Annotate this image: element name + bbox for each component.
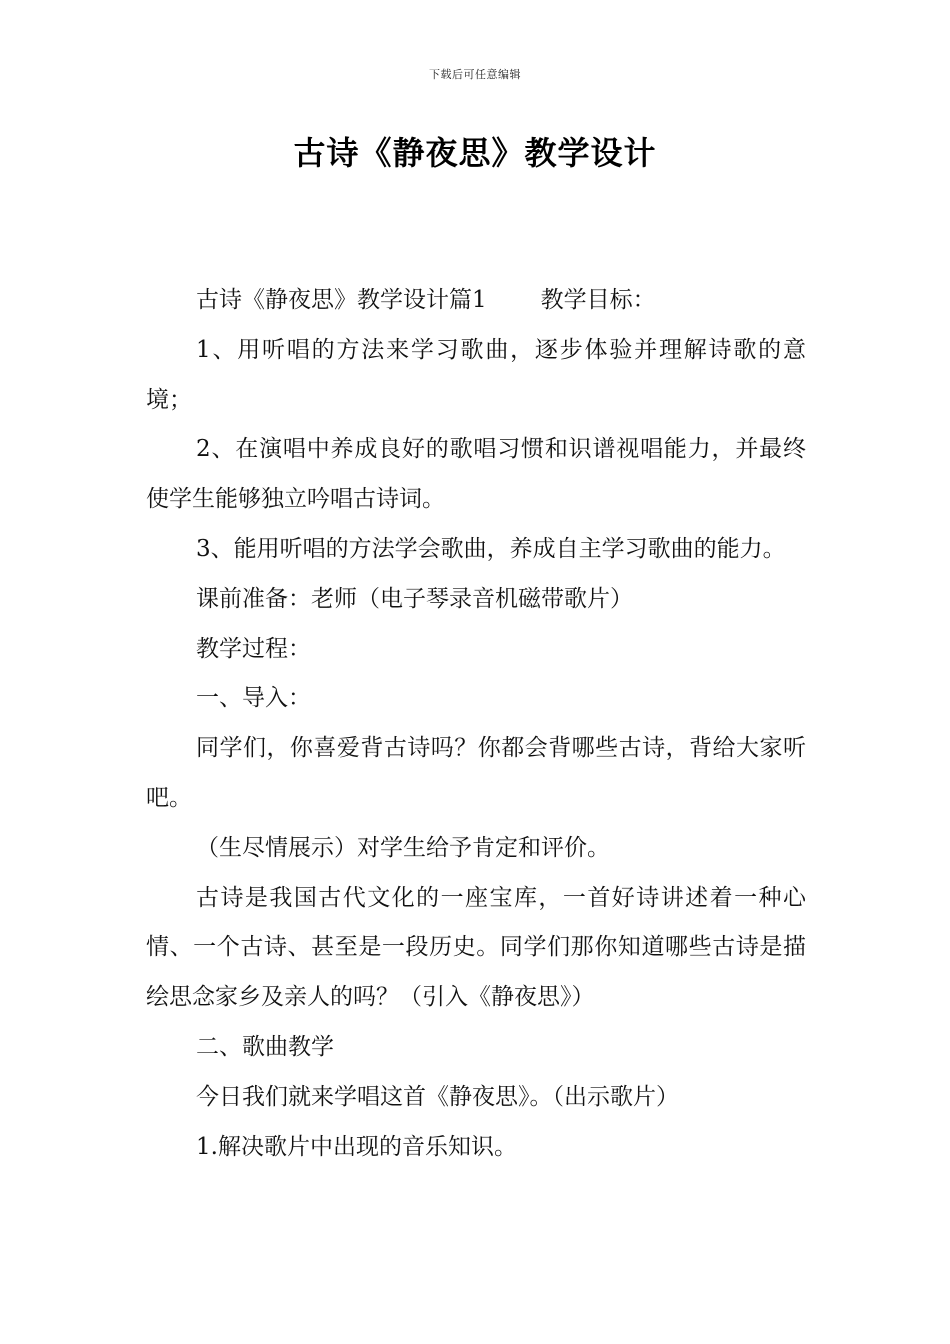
paragraph-song-teaching-heading: 二、歌曲教学 xyxy=(196,1033,334,1060)
paragraph-student-display: （生尽情展示）对学生给予肯定和评价。 xyxy=(196,834,610,861)
goals-heading: 教学目标： xyxy=(540,287,656,313)
paragraph-preparation: 课前准备：老师（电子琴录音机磁带歌片） xyxy=(196,585,633,612)
section-heading: 古诗《静夜思》教学设计篇1 xyxy=(196,287,487,313)
page-header-note: 下载后可任意编辑 xyxy=(429,68,521,81)
section-heading-line xyxy=(146,276,806,326)
paragraph-music-knowledge: 1.解决歌片中出现的音乐知识。 xyxy=(196,1133,517,1160)
paragraph-intro-question: 同学们，你喜爱背古诗吗？你都会背哪些古诗，背给大家听吧。 xyxy=(146,735,806,811)
paragraph-intro-heading: 一、导入： xyxy=(196,685,311,712)
paragraph-goal-2: 2、在演唱中养成良好的歌唱习惯和识谱视唱能力，并最终使学生能够独立吟唱古诗词。 xyxy=(146,436,806,513)
document-body xyxy=(146,276,806,1172)
paragraph-goal-1: 1、用听唱的方法来学习歌曲，逐步体验并理解诗歌的意境； xyxy=(146,336,806,413)
paragraph-goal-3: 3、能用听唱的方法学会歌曲，养成自主学习歌曲的能力。 xyxy=(196,535,786,562)
document-title: 古诗《静夜思》教学设计 xyxy=(293,134,657,172)
paragraph-process-heading: 教学过程： xyxy=(196,635,311,662)
paragraph-poetry-treasure: 古诗是我国古代文化的一座宝库，一首好诗讲述着一种心情、一个古诗、甚至是一段历史。同学们那你知道哪些古诗是描绘思念家乡及亲人的吗？（引入《静夜思》） xyxy=(146,884,806,1011)
paragraph-learn-song: 今日我们就来学唱这首《静夜思》。（出示歌片） xyxy=(196,1083,679,1110)
